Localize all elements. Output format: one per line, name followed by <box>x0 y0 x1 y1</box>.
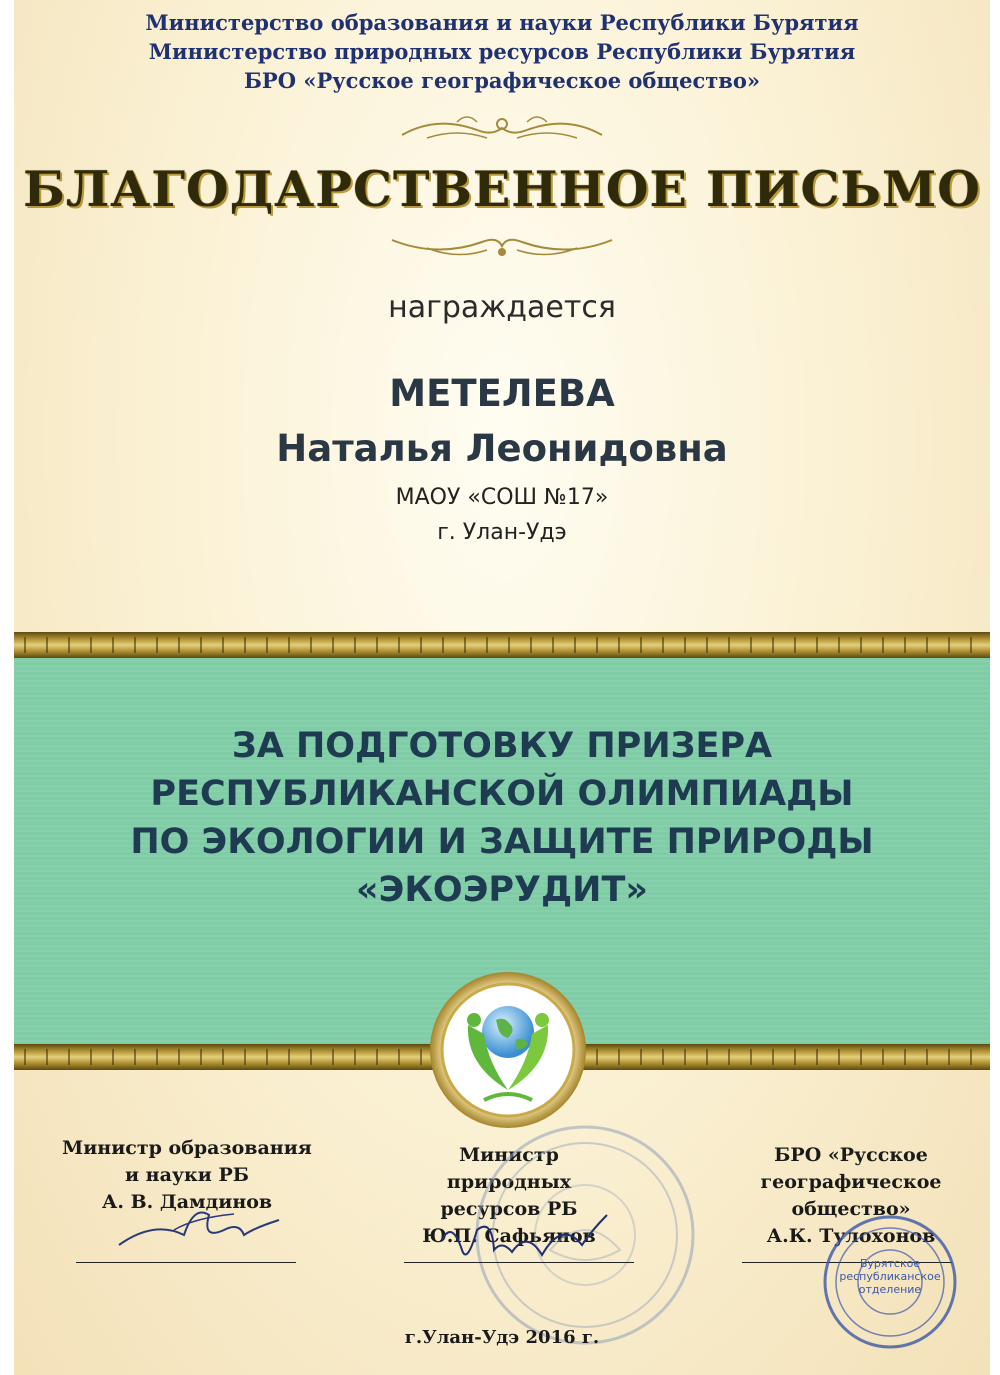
recipient-city: г. Улан-Удэ <box>437 520 567 545</box>
reason-line-3: ПО ЭКОЛОГИИ И ЗАЩИТЕ ПРИРОДЫ <box>130 822 874 862</box>
signature-1-icon <box>114 1200 284 1260</box>
signatory-2-name: Ю.П. Сафьянов <box>422 1225 596 1247</box>
awarded-label: награждается <box>388 290 616 325</box>
signatory-2-title-2: ресурсов РБ <box>440 1198 578 1220</box>
society-stamp-text <box>832 1257 948 1296</box>
signature-line-2 <box>404 1262 634 1263</box>
signatory-1-name: А. В. Дамдинов <box>101 1191 273 1213</box>
signatory-3-title-2: географическое <box>760 1171 942 1193</box>
footer-place-date: г.Улан-Удэ 2016 г. <box>404 1327 600 1348</box>
gold-border-top <box>14 632 990 658</box>
ornament-bottom-icon <box>387 228 617 264</box>
stamp-line-2: республиканское <box>839 1270 941 1283</box>
award-reason <box>14 722 990 914</box>
reason-line-1: ЗА ПОДГОТОВКУ ПРИЗЕРА <box>231 726 773 766</box>
stamp-line-1: Бурятское <box>859 1257 921 1270</box>
issuer-header <box>14 8 990 95</box>
certificate-sheet <box>14 0 990 1375</box>
eco-emblem-icon <box>428 970 588 1130</box>
stamp-line-3: отделение <box>858 1283 922 1296</box>
signatory-3-title-3: общество» <box>791 1198 911 1220</box>
signature-line-1 <box>76 1262 296 1263</box>
recipient-school: МАОУ «СОШ №17» <box>395 485 609 510</box>
recipient-name: Наталья Леонидовна <box>276 427 728 470</box>
issuer-line-2: Министерство природных ресурсов Республики Бурятия <box>148 39 856 64</box>
signatory-2-title-1: Министр природных <box>446 1144 572 1193</box>
signatory-1-title-1: Министр образования <box>62 1137 312 1159</box>
ornament-top-icon <box>397 110 607 150</box>
signatory-3-title-1: БРО «Русское <box>774 1144 928 1166</box>
issuer-line-1: Министерство образования и науки Республики Бурятия <box>145 10 859 35</box>
signatory-1-title-2: и науки РБ <box>124 1164 250 1186</box>
recipient-surname: МЕТЕЛЕВА <box>389 372 615 415</box>
reason-line-2: РЕСПУБЛИКАНСКОЙ ОЛИМПИАДЫ <box>150 774 854 814</box>
issuer-line-3: БРО «Русское географическое общество» <box>243 68 760 93</box>
reason-line-4: «ЭКОЭРУДИТ» <box>356 870 648 910</box>
signatory-3-name: А.К. Тулохонов <box>766 1225 936 1247</box>
certificate-title: БЛАГОДАРСТВЕННОЕ ПИСЬМО <box>23 160 981 218</box>
signature-2-icon <box>432 1210 612 1270</box>
